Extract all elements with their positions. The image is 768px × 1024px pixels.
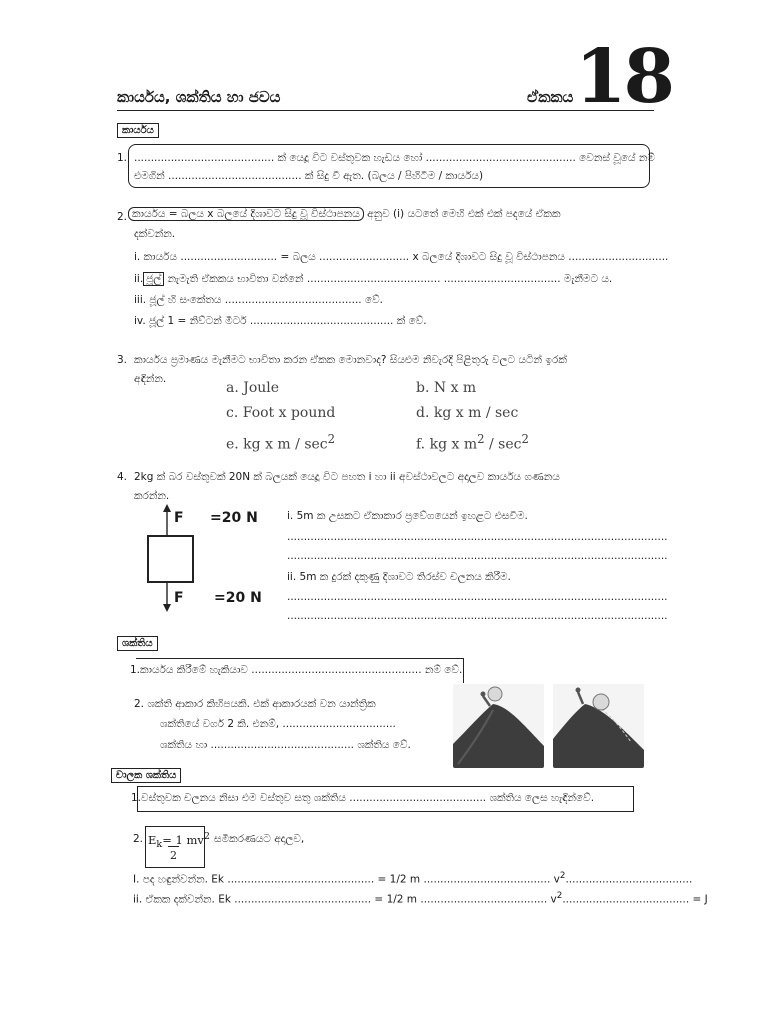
q4-part-i: i. 5m ක උසකට ඒකාකාර ප්‍රවේගයෙන් ඉහළට එසවීම. (287, 510, 528, 522)
q1-line2: එමගින් ........................................ ක් සිදු වී ඇත. (බලය / පිහිටීම / කාර්යය) (134, 170, 484, 182)
kinetic-q2-part-ii-text: ii. ඒකක දක්වන්න. Ek ......................................... = 1/2 m ...................................... v (133, 893, 557, 906)
section-tag-work: කාර්යය (117, 123, 159, 138)
force-down-arrowhead (163, 604, 171, 612)
kinetic-q2-part-ii-sup: 2 (556, 891, 563, 901)
kinetic-q2-part-i (133, 871, 692, 887)
q3-option-a: a. Joule (226, 380, 280, 396)
q2-line1 (128, 208, 561, 221)
q2-line2: දක්වන්න. (134, 228, 176, 240)
energy-q2-num: 2. (134, 698, 145, 710)
hill-image-pushing-boulder (453, 684, 544, 768)
q3-option-f-text2: / sec (484, 436, 522, 453)
kinetic-q2-part-ii-end: ...................................... = J (562, 893, 708, 906)
energy-q2-text1: ශක්ති ආකාර කිහිපයකි. එක් ආකාරයක් වන යාන්ත්‍රික (147, 698, 376, 710)
force-bottom-value: =20 N (214, 590, 262, 606)
q2-part-ii-text: නැමැති ඒකකය භාවිතා වන්නේ ........................................ ................................... මැනීමට ය. (167, 273, 613, 285)
q2-part-iv: iv. ජූල් 1 = නිව්ටන් මීටර් ........................................... ක් වේ. (134, 315, 427, 327)
kinetic-q2-text: සමීකරණයට අදාලව, (214, 833, 305, 845)
q3-option-e-sup: 2 (327, 432, 336, 446)
q4-part-i-answer2: .................................................................................................................. (287, 550, 668, 562)
formula-e-sub: k (156, 839, 163, 851)
force-top-label: F (174, 510, 184, 526)
q1-number: 1. (117, 152, 128, 164)
formula-e: E (148, 832, 157, 847)
q2-part-ii-num: ii. (134, 273, 144, 285)
energy-q1 (130, 664, 462, 677)
energy-q2-line3: ශක්තිය හා ........................................... ශක්තිය වේ. (160, 739, 411, 751)
kinetic-q2-part-i-sup: 2 (559, 871, 566, 881)
kinetic-q2-part-ii (133, 891, 708, 907)
unit-label: ඒකකය (527, 88, 574, 106)
force-up-arrowhead (163, 504, 171, 512)
q3-option-f-text1: f. kg x m (416, 436, 478, 453)
q2-line1-rest: අනුව (i) යටතේ මෙහි එක් එක් පදයේ ඒකක (367, 208, 561, 220)
q4-number: 4. (117, 471, 128, 483)
q3-line2: අඳින්න. (134, 373, 167, 385)
kinetic-q2-num: 2. (133, 833, 144, 845)
q3-option-e-text: e. kg x m / sec (226, 436, 328, 453)
q2-part-iii: iii. ජූල් හි සංකේතය ......................................... වේ. (134, 294, 384, 306)
q2-number: 2. (117, 211, 128, 223)
formula-eq: = 1 mv (162, 832, 204, 847)
page-title: කාර්යය, ශක්තිය හා ජවය (117, 88, 281, 106)
q4-part-ii-answer2: .................................................................................................................. (287, 610, 668, 622)
joule-box: ජූල් (143, 272, 164, 286)
q3-number: 3. (117, 354, 128, 366)
formula-eq-sup: 2 (203, 831, 210, 842)
force-top-value: =20 N (210, 510, 258, 526)
kinetic-q1-text: වස්තුවක චලනය නිසා එම වස්තුව සතු ශක්තිය ......................................... ශක්තිය ලෙස හැඳින්වේ. (141, 792, 595, 804)
q3-option-f-sup1: 2 (477, 432, 485, 446)
hill-image-rolling-boulder (553, 684, 644, 768)
q4-part-ii: ii. 5m ක දුරක් දකුණු දිශාවට තිරස්ව චලනය කිරීම. (287, 571, 511, 583)
unit-number: 18 (575, 34, 672, 120)
title-rule (117, 110, 654, 111)
q4-line2: කරන්න. (134, 490, 170, 502)
q2-part-i: i. කාර්යය ............................. = බලය ........................... x බලයේ දිශාවට සිදු වූ විස්ථාපනය .............................. (134, 251, 669, 263)
q3-line1: කාර්යය ප්‍රමාණය මැනීමට භාවිතා කරන ඒකක මොනවාද? සියළුම නිවැරදි පිළිතුරු වලට යටින් ඉරක් (134, 354, 567, 366)
q4-part-i-answer1: .................................................................................................................. (287, 531, 668, 543)
energy-q2-line1 (134, 698, 376, 711)
q1-line1: .......................................... ක් යෙදූ විට වස්තුවක හැඩය හෝ ............................................. වෙනස් වූයේ නම් (134, 152, 655, 164)
kinetic-q2-part-i-end: ...................................... (565, 873, 693, 886)
q3-option-c: c. Foot x pound (226, 405, 336, 421)
energy-q1-text: කාර්යය කිරීමේ හැකියාව ................................................... නම් වේ. (140, 664, 463, 676)
kinetic-q1-num: 1. (131, 792, 142, 804)
q3-option-f (416, 432, 529, 453)
work-formula-box: කාර්යය = බලය x බලයේ දිශාවට සිදු වූ විස්ථාපනය (128, 207, 364, 221)
object-block (148, 536, 193, 582)
q4-part-ii-answer1: .................................................................................................................. (287, 591, 668, 603)
q3-option-f-sup2: 2 (521, 432, 529, 446)
kinetic-q1 (131, 792, 594, 805)
force-bottom-label: F (174, 590, 184, 606)
q3-option-e (226, 432, 335, 453)
energy-q2-line2: ශක්තියේ වර්ග 2 කි. එනම්, .................................. (160, 718, 396, 730)
q3-option-b: b. N x m (416, 380, 477, 396)
formula-fraction-bar (168, 846, 179, 847)
kinetic-formula (148, 831, 210, 850)
formula-denominator: 2 (170, 849, 177, 862)
q3-option-d: d. kg x m / sec (416, 405, 519, 421)
section-tag-kinetic: චාලක ශක්තිය (111, 768, 181, 783)
q4-line1: 2kg ක් බර වස්තුවක් 20N ක් බලයක් යෙදූ විට පහත i හා ii අවස්ථාවලට අදාලව කාර්යය ගණනය (134, 471, 560, 483)
kinetic-q2-part-i-text: I. පද හඳුන්වන්න. Ek ............................................ = 1/2 m ...................................... v (133, 873, 560, 886)
section-tag-energy: ශක්තිය (117, 636, 158, 651)
energy-q1-num: 1. (130, 664, 141, 676)
q2-part-ii (134, 273, 612, 286)
